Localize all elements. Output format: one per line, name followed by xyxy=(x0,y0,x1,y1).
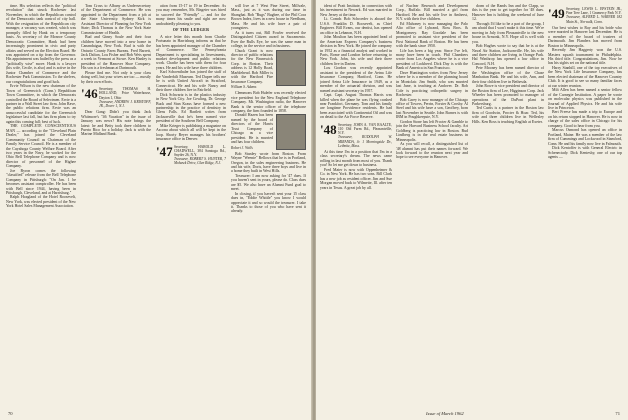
paragraph: Capt. Capt. August Thomas Harris was killed when the plane he was flying crashed near Frankfort, Germany. Tom and his family are longtime Providence residents. He had been associated with Continental Oil and was on detail to the Air Force Reserve. xyxy=(320,93,392,120)
class-treasurer: Treasurer, ALFRED L. WARNER 182 Main St., Norwalk, Conn. xyxy=(566,15,622,24)
right-page xyxy=(316,0,628,420)
left-column-2 xyxy=(81,4,151,398)
paragraph: A nice letter this month from Charlie Fortunato in Harrisburg informs us that he has been appointed manager of the Chamber of Commerce. The Pennsylvania Department is specializing in Investments, market development and public relations work. Charlie has been with them for four years. He and his wife have three children. xyxy=(156,34,226,70)
paragraph: Bob Carey is now manager of the Chicago office of Towers, Perrin, Forster & Crosby. Al Steel and his wife have a son, Geoffrey, born last November in Seattle. John Barnes is with IBM in Poughkeepsie, N.Y. xyxy=(396,97,468,120)
paragraph: Fred Maier is now with Oppenheimer & Co. in New York. He has two sons. Bill Clark has a new job as resident officer. Jim and Sue Morgan moved back to Wilmette, Ill. after ten years in Texas. A great job by all. xyxy=(320,167,392,190)
class-section-46 xyxy=(81,87,151,108)
portrait-photo xyxy=(276,50,306,86)
paragraph: Bud and Ginny Soule and their four children have moved into a new home in Canandaigua, New York. Bud is with the Ontario County Farm Bureau. Fred Barrett, Jack Dalton, Lou Fisher and Bob Weis spent a week in Vermont at Stowe. Ken Hanley is president of the Hanover Shoe Company. His son is a freshman at Dartmouth. xyxy=(81,35,151,71)
class-section-48 xyxy=(320,123,392,148)
paragraph: Life has been a big year. Since I've left, many have been in touch. Phil Chambers wrote from Los Angeles where he is a vice president of Lockheed. Dick Day is with the Bank of America in San Francisco. xyxy=(396,48,468,71)
paragraph: Harry Stanhill, one of the top executives of the New York Life Insurance Company, has been elected chairman of the Hanover Country Club. It is good to see so many familiar faces at our winter reunion. xyxy=(548,65,622,88)
paragraph: As it turns out, Bill Fowler received the Distinguished Citizen award in Sacramento. Ever the Bulls Eye, he was the same man in college, in the service and in business. xyxy=(231,30,306,49)
paragraph: THE COMPLETE CONSCIENTIOUS MAN — according to the "Cleveland Plain Dealer," has joined the Cleveland Community Council as Chairman of the Family Service Council. He is a member of the Cuyahoga County Welfare Board. After two years in the Navy, he worked for the Ohio Bell Telephone Company and is now director of personnel of the Highee Company. xyxy=(6,124,76,169)
paragraph: Ervie Wilson is the new chairman of the Town of Greenwich (Conn.) Republican Town Committee, in which the Democrats controlled the Board of Selectmen. Ervie is a partner in a Wall Street law firm. John Rave, the public relations firm. Ervie was an unsuccessful candidate for the Greenwich legislature last fall, but has firm plans to try again this coming fall; best of luck. xyxy=(6,84,76,124)
paragraph: Ed Mahoney is now managing the Palo Alto office of Lybrand, Ross Bros. & Montgomery. Ray Goodale has been promoted to assistant vice president of the First National Bank of Boston. He has been with the bank since 1950. xyxy=(396,21,468,49)
right-column-1 xyxy=(320,4,392,398)
paragraph: of Nuclear Research and Development Corp., Buffalo. Bill married a girl from Hartford. He and his wife live in Amherst, N.Y. with their five children. xyxy=(396,4,468,22)
paragraph: Lou Gordon was recently appointed assistant to the president of the Aetna Life Insurance Company, Hartford, Conn. He joined Aetna Life Insurance in 1949, as a member of the actuarial division, and was named assistant secretary in 1957. xyxy=(320,66,392,93)
paragraph: In closing, if you haven't sent your 15 class dues in, "Eddie Whittle" you know I would appreciate it and so would the treasurer. I take it. Thanks to those of you who have sent it already. xyxy=(231,191,306,214)
right-column-2 xyxy=(396,4,468,398)
paragraph: Bob Stanley wrote from Boston. From Wayne "Weenie" Bellows that he is in Portland, Oregon, in the sales engineering business. He and his wife, Doris, have three boys and live in a home they built in West Hills. xyxy=(231,151,306,174)
issue-footer: Issue of March 1962 xyxy=(426,411,464,416)
paragraph: ident of Pratt Institute, in connection with his investment in Newark. Ed was married in New Jersey at the time. xyxy=(320,4,392,17)
paragraph: Dick Kentoffer is with General Electric in Schenectady. Dick Kentesby, one of our top agents — xyxy=(548,146,622,159)
class-secretary: Secretary, LEWIS L. EPSTEIN JR., Pine Tree Lane, 1 Gramercy Park N.Y. xyxy=(566,7,622,16)
section-title: OF THE LEDGER xyxy=(172,27,210,33)
paragraph: At this time I'm in a position that I'm in a class secretary's dream. The news came rolling in last month from most of you. Thank you! So let me get down to business. xyxy=(320,150,392,168)
paragraph: dorm of the Rands Inn and the Clapp, so this is the year to get together for '48 dues. Hanover Inn is holding the weekend of June 12. xyxy=(472,4,544,22)
class-secretary: Secretary, JOHN A. VAN RAALTE, 110 Old Farm Rd., Pleasantville, N.Y. xyxy=(338,122,392,136)
paragraph: ation from 15-17 to 19 in December. As you may remember, Mr. Bisgeier was hired to succeed the "Friendly" ... and for the many times his smile and right are now undoubtedly pleasing to you. xyxy=(156,4,226,26)
paragraph: Karl Schoenthaler has joined the staff of the Vanderbilt Museum. Ted Dupee tells me he is with United Aircraft in Stratford, Connecticut. He and his wife Nancy and their three children live in Fairfield. xyxy=(156,70,226,93)
class-secretary: Secretary, HAROLD L. CHADWELL, 384 Saratoga Rd., Snyder 26, N.Y. xyxy=(174,144,226,157)
class-year-heading: '48 xyxy=(320,121,337,137)
paragraph: Dick Schwartz is in the plastics industry in New York City. Joe Cowling, Dr. George Buck and Stan Kraus have formed a new partnership in the practice of dentistry in Glens Falls. Ed Bartlett writes from Jacksonville that he's been named vice president of the Southern Bell Company. xyxy=(156,92,226,124)
paragraph: Treasurer: I am now asking for '47 dues. If you haven't sent in yours, please do. Class dues are $5. We also have an Alumni Fund goal to meet. xyxy=(231,173,306,192)
paragraph: John Rowe is vice president and director of the Boston firm of Lee, Higginson Corp. Jack Wheeler has been promoted to manager of operations of the DuPont plant in Parkersburg. xyxy=(472,84,544,106)
paragraph: Pete Mooney has been named director of the Washington office of the Chase Manhattan Bank. He and his wife, Ann, and their four children live in Bethesda. xyxy=(472,66,544,84)
photo-caption: Robert J. Wells xyxy=(231,145,253,150)
class-section-47 xyxy=(156,145,226,166)
paragraph: Mike Krieger is publishing a magazine on Ascona about which all will be kept in the loop. Shorty Beyer manages his brothers' insurance office in Denver. xyxy=(156,123,226,142)
paragraph: Donald Hazen has been named by the board of directors of the Harris Trust Company of Chicago as a vice president. He is married and has four children. xyxy=(231,113,273,145)
paragraph: Recently Jim Haggerty won the U.S. Masters squash tournament in Philadelphia. His third title. Congratulations, Jim. Now he has his sights set on the national title. xyxy=(548,48,622,66)
paragraph: Our best wishes to Ray and his bride who were married in Hanover last December. He is a member of the board of trustees of Dartmouth. Jim Flanders has moved from Boston to Minneapolis. xyxy=(548,25,622,48)
class-year-heading: '49 xyxy=(548,6,565,21)
class-treasurer: Treasurer, ROBERT S. HUNTER, 7 Mohawk Drive, Glen Ridge, N.J. xyxy=(174,157,226,166)
paragraph: Milt Allen has been named a senior fellow of the Carnegie Institution. A paper he wrote on molecular physics was published in the Journal of Applied Physics. He and his wife live in Princeton. xyxy=(548,88,622,110)
paragraph: Ralph Hoagland of the Hotel Roosevelt, New York, was elected president of the New York Hotel Sales Management Association. xyxy=(6,195,76,209)
paragraph: Dave Huntington writes from New Jersey where he is a member of the planning board in Montclair. Jim Smith, who was married last June, is teaching at Andover. Dr. Bob Cole is practicing orthopedic surgery in Rochester. xyxy=(396,70,468,98)
paragraph: Clemmons Bob Hulefer was recently elected vice president for the New England Telephone Company. Mt. Washington radio, the Hanover Bank is the senior officer of the telephone company, the firm founded in 1858. xyxy=(231,91,306,113)
paragraph: Lt. Comdr. Bob Schroeder is aboard the U.S.S. Franklin D. Roosevelt, as Chief Engineer. Bill Evans, our dentist, has opened an office in Lebanon, N.H. xyxy=(320,17,392,35)
paragraph: Bob Hughes wrote to say that he is at the Naval Air Station, Jacksonville. He, his wife and three children are living in Orange Park. Hal Winthrop has opened a law office in Concord, N.H. xyxy=(472,44,544,66)
paragraph: Marcus Osmond has opened an office in Portland, Maine. He was a member of the law firm of Cummings and Lockwood in Stamford, Conn. He and his family now live in Falmouth. xyxy=(548,128,622,146)
class-secretary: Secretary, THOMAS H. HOLLAND, Price Waterhouse, Dayton 1, Ohio xyxy=(99,87,151,100)
class-year-heading: '47 xyxy=(156,143,173,159)
class-treasurer: Treasurer, RUDOLPH W. MIRANDA, Jr. 1 Morningside Dr., Leibnitz, Mass. xyxy=(338,135,392,148)
paragraph: Gordon Stone has left Procter & Gamble to join the Harvard Business School faculty. Art Goldberg is practicing law in Boston. Bud Lindberg is in the real estate business in Minneapolis. xyxy=(396,119,468,142)
paragraph: John Moulton has been appointed head of the American Express Company's business division in New York. He joined the company in 1952 as a financial analyst and worked in Paris, Rome and London before returning to New York. John, his wife and their three children live in Darien. xyxy=(320,35,392,66)
page-number: 71 xyxy=(615,411,620,416)
page-number: 70 xyxy=(8,411,13,416)
photo-caption: William S. Adams xyxy=(231,85,257,90)
paragraph: Through I'd like to be a part of the group, I am afraid that I won't make it this time. We're moving in July from Pleasantville to the new house in Armonk, N.Y. Hope all is well with you. xyxy=(472,21,544,44)
left-page xyxy=(0,0,312,420)
right-column-4 xyxy=(548,4,622,398)
paragraph: will live at 7 West Pine Street, Millvale, Mass., just as it was during our time in Shanghai. Bob "Bugs" Bugbee, of the Phil Cora Brown Index, lives in a new house in Needham, Mass. He and his wife have a pair of youngsters. xyxy=(231,4,306,31)
paragraph: Please find me. Not only is your class doing well, but your wives are too — mostly by their own efforts. xyxy=(81,70,151,84)
paragraph: Ted Curtis is a partner in the Boston law firm of Goodwin, Procter & Hoar. Ted, his wife and three children live in Wellesley Hills. Ken Ross is teaching English at Exeter. xyxy=(472,106,544,124)
left-column-1 xyxy=(6,4,76,398)
right-column-3 xyxy=(472,4,544,398)
class-section-49 xyxy=(548,7,622,24)
paragraph: As you will recall, a distinguished list of '48 alumni has put their names forward. We look forward to the reunion next year and hope to see everyone in Hanover. xyxy=(396,142,468,160)
paragraph: Bert Freese has made a trip to Europe and on his return stopped in Hanover. He is now in charge of the sales office in Chicago for his company. Good to hear from you. xyxy=(548,110,622,128)
class-treasurer: Treasurer, ANDREW J. KRISTOFF, JR., Dover 1, N.J. xyxy=(99,99,151,108)
paragraph: time. His selection reflects the "political revolution" that struck Rochester last November, in which the Republican control of the Democratic tank control of city hall. With the resignation of the Republican city manager, a vacancy was created, which was promptly filled by Hank on a temporary basis. As secretary of the Monroe County Democratic Committee, Hank had been increasingly prominent in civic and party affairs and served on the Election Board. He was appointed on a tip from the Governor. His appointment was hailed by the press as a "politically wise" move. Hank is a lawyer (his wife, Cecile, is also) and is active in the Junior Chamber of Commerce and the Rochester Park Commission. To the shelves, our congratulations and good luck. xyxy=(6,4,76,84)
paragraph: Joe Byron comes the following "classified" release from the Bell Telephone Company in Pittsburgh: "On Jan. 1 he becomes assistant comptroller. He has been with Bell since 1944, having been in Pittsburgh, Cleveland, and at Harrisburg." xyxy=(6,168,76,196)
portrait-photo xyxy=(276,114,306,150)
paragraph: Dear Gang: Didn't you think Jack Whitmore's "46 Vacation" in the issue of January was news? His note brings the latest: he and Betty took three children to Puerto Rico for a holiday. Jack is with the Marine Midland Bank. xyxy=(81,110,151,137)
paragraph: Chuck Grant is now director of public relations for the New Brunswick Corp. in Boston. Their address is 12 Holly Road, Marblehead. Bob Miller is with the Hartford Fire Insurance Company. xyxy=(231,48,273,84)
paragraph: Tom Cross to Albany as Undersecretary of the Department of Commerce. He was appointed to the Department from a job at the State University. Sydney Kirk is Assistant Director of Planning for New York State; Dick Thomas is the New York State Commissioner of Health. xyxy=(81,4,151,35)
left-column-4 xyxy=(231,4,306,398)
left-column-3 xyxy=(156,4,226,398)
class-year-heading: '46 xyxy=(81,86,98,102)
